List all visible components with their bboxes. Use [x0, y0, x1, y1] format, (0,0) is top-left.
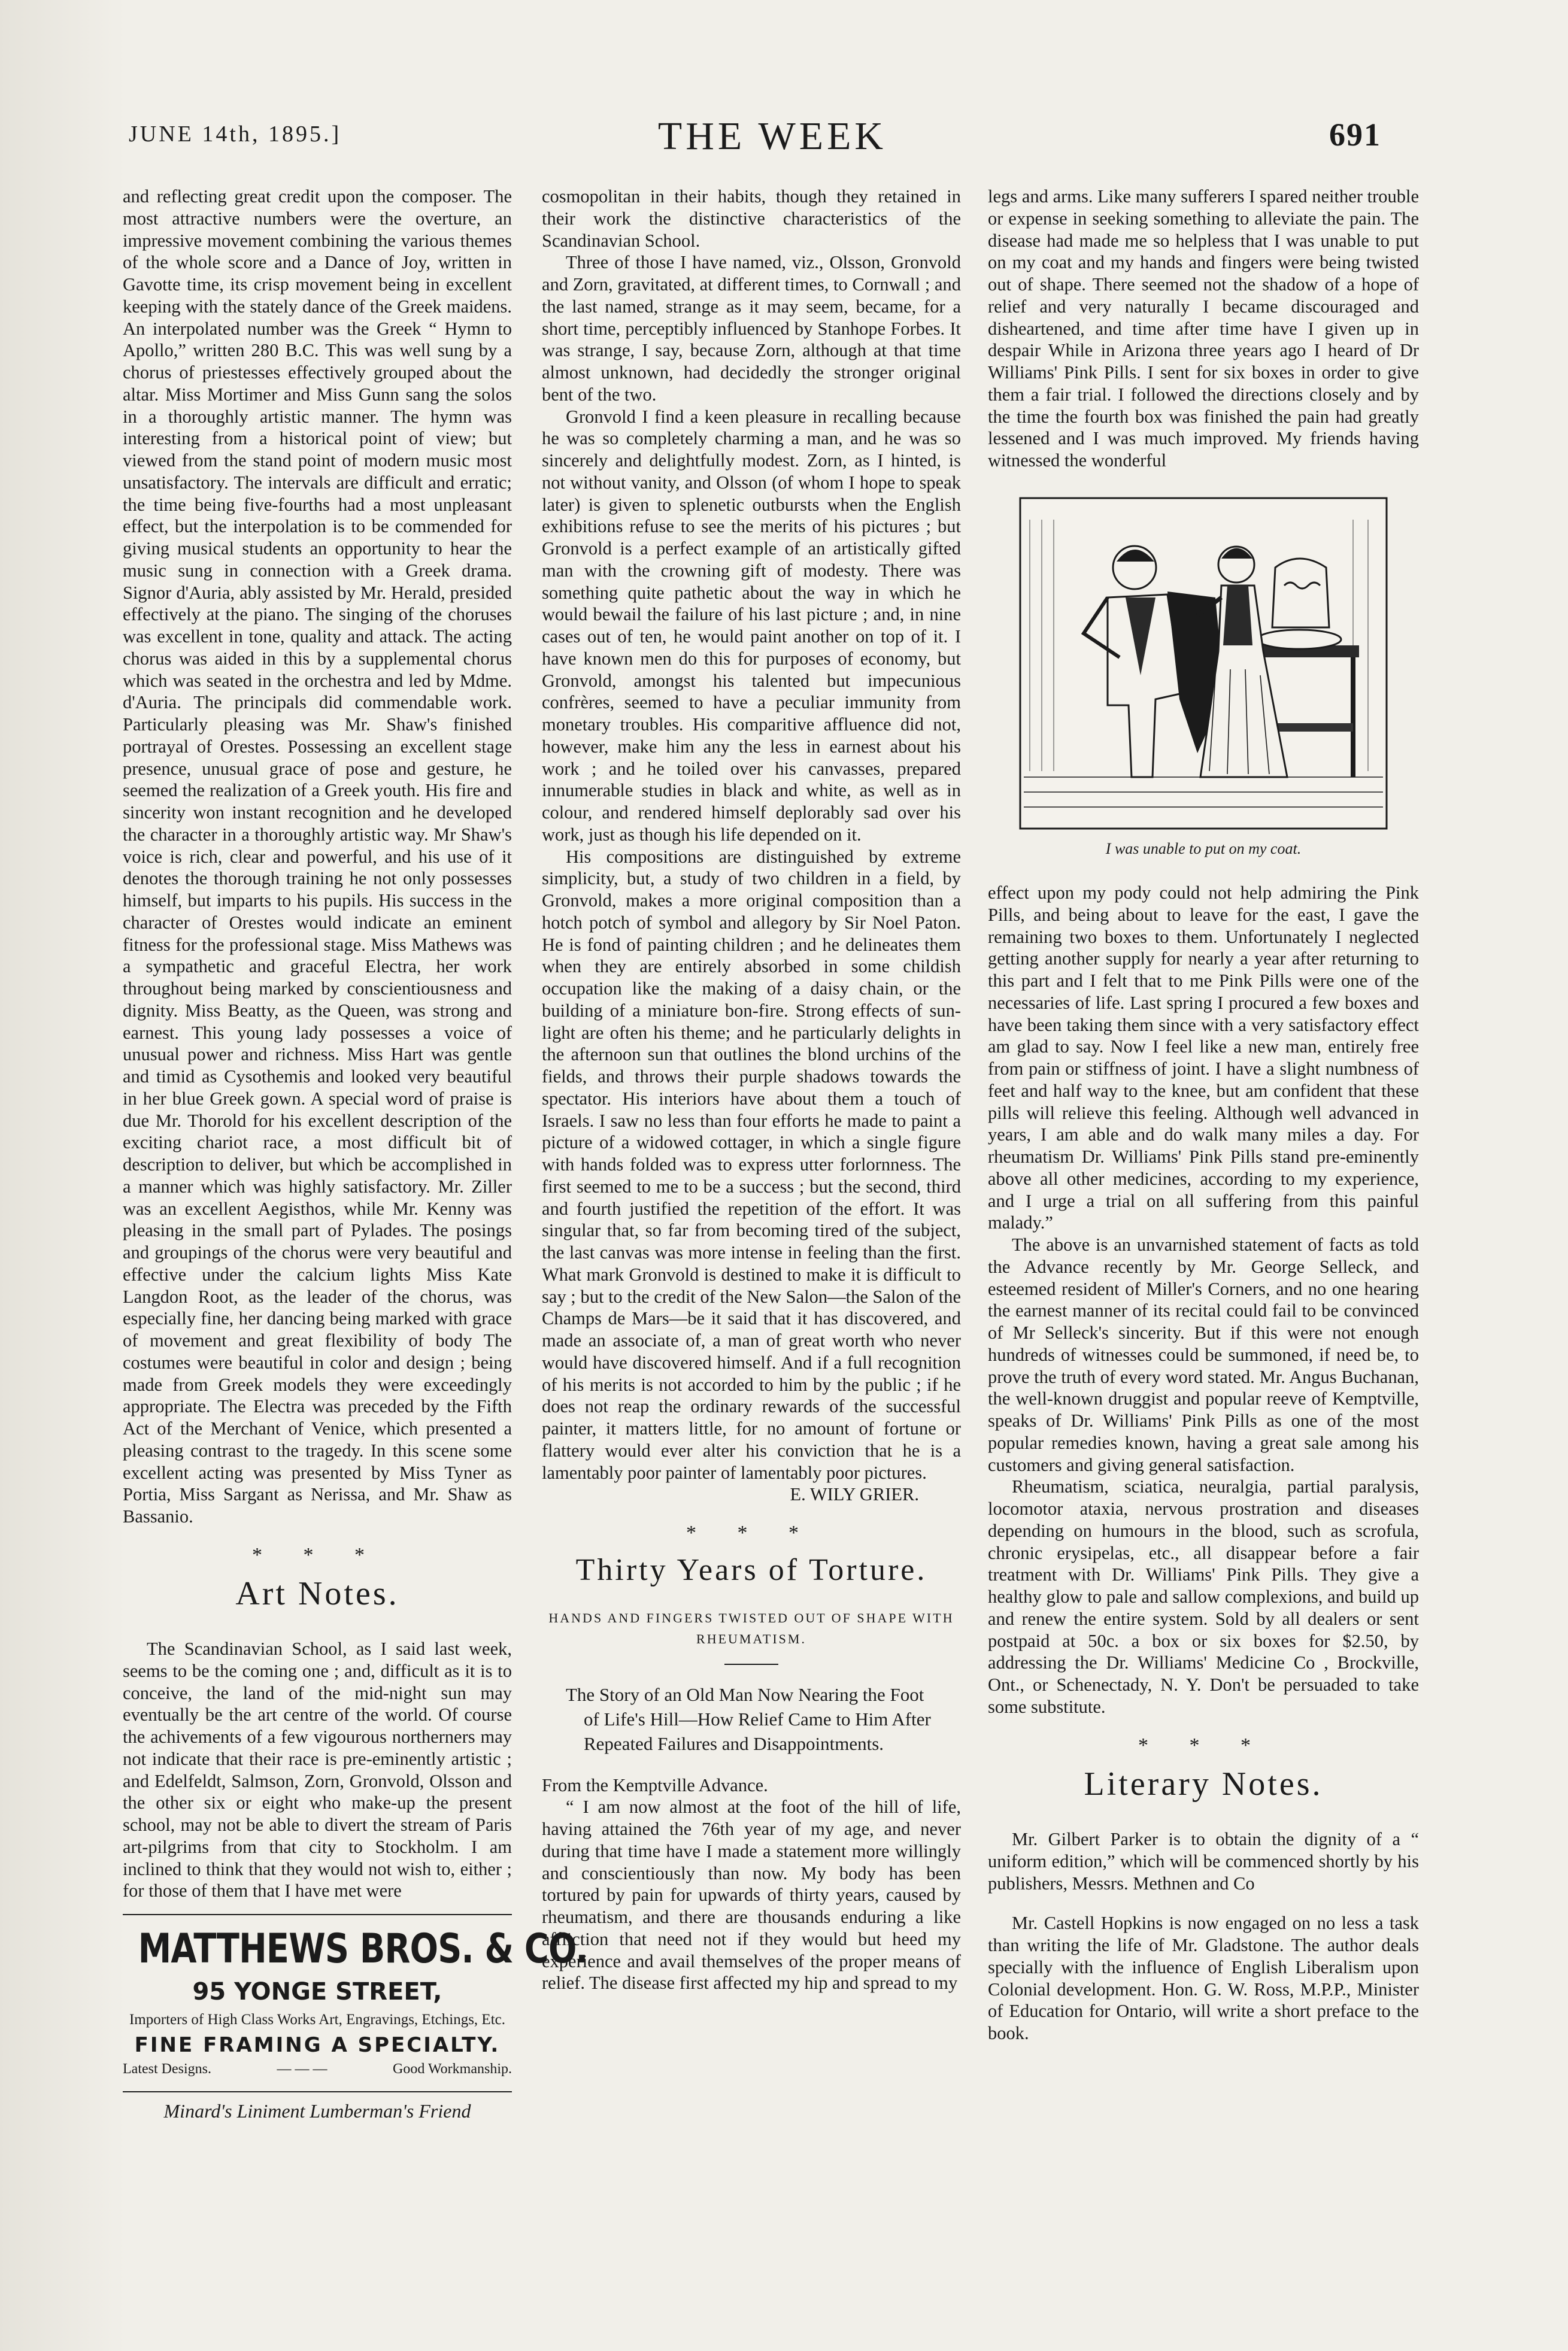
page-header	[0, 114, 1568, 168]
literary-notes-heading: Literary Notes.	[1084, 1765, 1323, 1803]
art-notes-para-2: Three of those I have named, viz., Olsson, Gronvold and Zorn, gravitated, at different times, to Cornwall ; and the last named, strange as it may seem, became, for a short time, perceptibly influenced by Stanhope Forbes. It was strange, I say, because Zorn, although at that time almost unknown, had decidedly the stronger original bent of the two.	[542, 252, 961, 405]
pink-pills-claims: Rheumatism, sciatica, neuralgia, partial paralysis, locomotor ataxia, nervous prostration and diseases depending on humours in the blood, such as scrofula, chronic erysipelas, etc., all disappear before a fair treatment with Dr. Williams' Pink Pills. They give a healthy glow to pale and sallow complexions, and build up and renew the entire system. Sold by all dealers or sent postpaid at 50c. a box or six boxes for $2.50, by addressing the Dr. Williams' Medicine Co , Brockville, Ont., or Schenectady, N. Y. Don't be persuaded to take some substitute.	[988, 1476, 1419, 1717]
ad-designs-line	[123, 2061, 512, 2078]
column-3	[988, 186, 1419, 2044]
ad-good-workmanship: Good Workmanship.	[393, 2061, 512, 2077]
section-stars: * * *	[686, 1522, 817, 1544]
art-notes-text: The Scandinavian School, as I said last week, seems to be the coming one ; and, difficult as it is to conceive, the land of the mid-night sun may eventually be the art centre of the world. Of course the achivements of a few vigourous northerners may not indicate that their race is pre-eminently artistic ; and Edelfeldt, Salmson, Zorn, Gronvold, Olsson and the other six or eight who make-up the present school, may not be able to divert the stream of Paris art-pilgrims from that city to Stockholm. I am inclined to think that they would not wish to, either ; for those of them that I have met were	[123, 1639, 512, 1901]
art-notes-para-4: His compositions are distinguished by extreme simplicity, but, a study of two children in a field, by Gronvold, makes a more original composition than a hotch potch of symbol and allegory by Sir Noel Paton. He is fond of painting children ; and he delineates them when they are entirely absorbed in some childish occupation like the making of a daisy chain, or the building of a miniature bon-fire. Strong effects of sun-light are often his theme; and he particularly delights in the afternoon sun that outlines the blond urchins of the fields, and throws their purple shadows towards the spectator. His interiors have about them a touch of Israels. I saw no less than four efforts he made to paint a picture of a widowed cottager, in which a single figure with hands folded was to express utter forlornness. The first seemed to me to be a success ; but the second, third and fourth justified the repetition of the effort. It was singular that, so far from becoming tired of the subject, the last canvas was more intense in feeling than the first. What mark Gronvold is destined to make it is difficult to say ; but to the credit of the New Salon—the Salon of the Champs de Mars—be it said that it has discovered, and made an associate of, a man of great worth who never would have discovered himself. And if a full recognition of his merits is not accorded to him by the public ; if he does not reap the ordinary rewards of the successful painter, it matters little, for no amount of fortune or flattery would ever alter his conviction that he is a lamentably poor painter of lamentably poor pictures.	[542, 846, 961, 1483]
ad-importers: Importers of High Class Works Art, Engravings, Etchings, Etc.	[129, 2012, 505, 2028]
masthead-title: THE WEEK	[657, 114, 887, 158]
testimonial-text: “ I am now almost at the foot of the hill of life, having attained the 76th year of my age, and never during that time have I made a statement more willingly and conscientiously than now. My body has been tortured by pain for upwards of thirty years, caused by rheumatism, and there are thousands enduring a like affliction that need not if they would but heed my experience and avail themselves of the proper means of relief. The disease first affected my hip and spread to my	[542, 1797, 961, 1994]
ad-address: 95 YONGE STREET,	[192, 1978, 442, 2006]
art-notes-para-3: Gronvold I find a keen pleasure in recalling because he was so completely charming a man, and he was so sincerely and delightfully modest. Zorn, as I hinted, is not without vanity, and Olsson (of whom I hope to speak later) is given to splenetic outbursts when the English exhibitions refuse to see the merits of his pictures ; but Gronvold is a perfect example of an artistically gifted man with the crowning gift of modesty. There was something quite pathetic about the way in which he would bewail the failure of his last picture ; and, in nine cases out of ten, he would paint another on top of it. I have known men do this for purposes of economy, but Gronvold, amongst his talented but impecunious confrères, seemed to have a peculiar immunity from monetary troubles. His comparitive affluence did not, however, make him any the less in earnest about his work ; and he toiled over his canvasses, prepared innumerable studies in black and white, as well as in colour, and rendered himself deplorably sad over his work, just as though his life depended on it.	[542, 406, 961, 845]
divider-rule	[724, 1664, 778, 1665]
section-stars: * * *	[1138, 1734, 1269, 1757]
minard-liniment-ad: Minard's Liniment Lumberman's Friend	[123, 2091, 512, 2123]
ad-firm-name: MATTHEWS BROS. & CO.	[138, 1925, 588, 1973]
column-1	[123, 186, 588, 2123]
source-line: From the Kemptville Advance.	[542, 1774, 768, 1795]
ad-framing: FINE FRAMING A SPECIALTY.	[134, 2033, 501, 2058]
illustration-caption: I was unable to put on my coat.	[1105, 839, 1302, 857]
literary-note-1: Mr. Gilbert Parker is to obtain the dignity of a “ uniform edition,” which will be commenced shortly by his publishers, Messrs. Methnen and Co	[988, 1829, 1419, 1894]
literary-note-2: Mr. Castell Hopkins is now engaged on no less a task than writing the life of Mr. Gladstone. The author deals specially with the influence of English Liberalism upon Colonial development. Hon. G. W. Ross, M.P.P., Minister of Education for Ontario, will write a short preface to the book.	[988, 1913, 1419, 2044]
issue-date: JUNE 14th, 1895.]	[129, 122, 342, 147]
testimonial-continued: legs and arms. Like many sufferers I spared neither trouble or expense in seeking something to alleviate the pain. The disease had made me so helpless that I was unable to put on my coat and my hands and fingers were being twisted out of shape. There seemed not the shadow of a hope of relief and very naturally I became discouraged and disheartened, and time after time have I given up in despair While in Arizona three years ago I heard of Dr Williams' Pink Pills. I sent for six boxes in order to give them a fair trial. I followed the directions closely and by the time the fourth box was finished the pain had greatly lessened and I was much improved. My friends having witnessed the wonderful	[988, 186, 1419, 471]
page-edge-shadow	[0, 0, 126, 2351]
column-2	[542, 186, 961, 1994]
art-notes-heading: Art Notes.	[235, 1575, 399, 1612]
torture-deck: The Story of an Old Man Now Nearing the Foot of Life's Hill—How Relief Came to Him After Repeated Failures and Disappointments.	[566, 1684, 931, 1754]
music-review-text: and reflecting great credit upon the composer. The most attractive numbers were the overture, an impressive movement combining the various themes of the whole score and a Dance of Joy, written in Gavotte time, its crisp movement being in excellent keeping with the stately dance of the Greek maidens. An interpolated number was the Greek “ Hymn to Apollo,” written 280 B.C. This was well sung by a chorus of priestesses effectively grouped about the altar. Miss Mortimer and Miss Gunn sang the solos in a thoroughly artistic manner. The hymn was interesting from a historical point of view; but viewed from the stand point of modern music most unsatisfactory. The intervals are difficult and erratic; the time being five-fourths had a most unpleasant effect, but the interpolation is to be commended for giving musical students an opportunity to hear the music sung in connection with a Greek drama. Signor d'Auria, ably assisted by Mr. Herald, presided effectively at the piano. The singing of the choruses was excellent in tone, quality and attack. The acting chorus was aided in this by a supplemental chorus which was seated in the orchestra and led by Mdme. d'Auria. The principals did commendable work. Particularly pleasing was Mr. Shaw's finished portrayal of Orestes. Possessing an excellent stage presence, unusual grace of pose and gesture, he seemed the realization of a Greek youth. His fire and sincerity won instant recognition and he developed the character in a thoroughly artistic way. Mr Shaw's voice is rich, clear and powerful, and his use of it denotes the thorough training he not only possesses himself, but imparts to his pupils. His success in the character of Orestes would indicate an eminent fitness for the professional stage. Miss Mathews was a sympathetic and graceful Electra, her work throughout being marked by conscientiousness and dignity. Miss Beatty, as the Queen, was strong and earnest. This young lady possesses a voice of unusual power and richness. Miss Hart was gentle and timid as Cysothemis and looked very beautiful in her blue Greek gown. A special word of praise is due Mr. Thorold for his excellent description of the exciting chariot race, a most difficult bit of description to deliver, but which be accomplished in a manner which was highly satisfactory. Mr. Ziller was an excellent Aegisthos, while Mr. Kenny was pleasing in the small part of Pylades. The posings and groupings of the chorus were very beautiful and effective under the calcium lights Miss Kate Langdon Root, as the leader of the chorus, was especially fine, her dancing being marked with grace of movement and great flexibility of body The costumes were beautiful in color and design ; being made from Greek models they were exceedingly appropriate. The Electra was preceded by the Fifth Act of the Merchant of Venice, which presented a pleasing contrast to the tragedy. In this scene some excellent acting was presented by Miss Tyner as Portia, Miss Sargant as Nerissa, and Mr. Shaw as Bassanio.	[123, 186, 512, 1527]
author-signature: E. WILY GRIER.	[790, 1484, 919, 1505]
torture-heading: Thirty Years of Torture.	[575, 1552, 927, 1587]
matthews-advertisement	[123, 1914, 588, 2123]
page-number: 691	[1329, 117, 1381, 153]
man-and-woman-engraving	[1018, 496, 1389, 831]
ad-dashes: — — —	[277, 2061, 327, 2077]
torture-subhead: HANDS AND FINGERS TWISTED OUT OF SHAPE WITH RHEUMATISM.	[548, 1610, 954, 1646]
testimonial-text-2: effect upon my pody could not help admiring the Pink Pills, and being about to leave for the east, I gave the remaining two boxes to them. Unfortunately I neglected getting another supply for nearly a year after returning to this part and I felt that to me Pink Pills were one of the necessaries of life. Last spring I procured a few boxes and have been taking them since with a very satisfactory effect am glad to say. Now I feel like a new man, entirely free from pain or stiffness of joint. I have a slight numbness of feet and half way to the knee, but am confident that these pills will relieve this feeling. Although well advanced in years, I am able and do walk many miles a day. For rheumatism Dr. Williams' Pink Pills stand pre-eminently above all other medicines, according to my experience, and I urge a trial on all suffering from this painful malady.”	[988, 882, 1419, 1233]
testimonial-statement: The above is an unvarnished statement of facts as told the Advance recently by Mr. George Selleck, and esteemed resident of Miller's Corners, and no one hearing the earnest manner of its recital could fail to be convinced of Mr Selleck's sincerity. But if this were not enough hundreds of witnesses could be summoned, if need be, to prove the truth of every word stated. Mr. Angus Buchanan, the well-known druggist and popular reeve of Kemptville, speaks of Dr. Williams' Pink Pills as one of the most popular remedies known, having a great sale among his customers and giving general satisfaction.	[988, 1234, 1419, 1475]
section-stars: * * *	[252, 1543, 383, 1566]
ad-latest-designs: Latest Designs.	[123, 2061, 211, 2077]
engraving-illustration	[988, 496, 1419, 858]
art-notes-continued: cosmopolitan in their habits, though they retained in their work the distinctive characteristics of the Scandinavian School.	[542, 186, 961, 251]
